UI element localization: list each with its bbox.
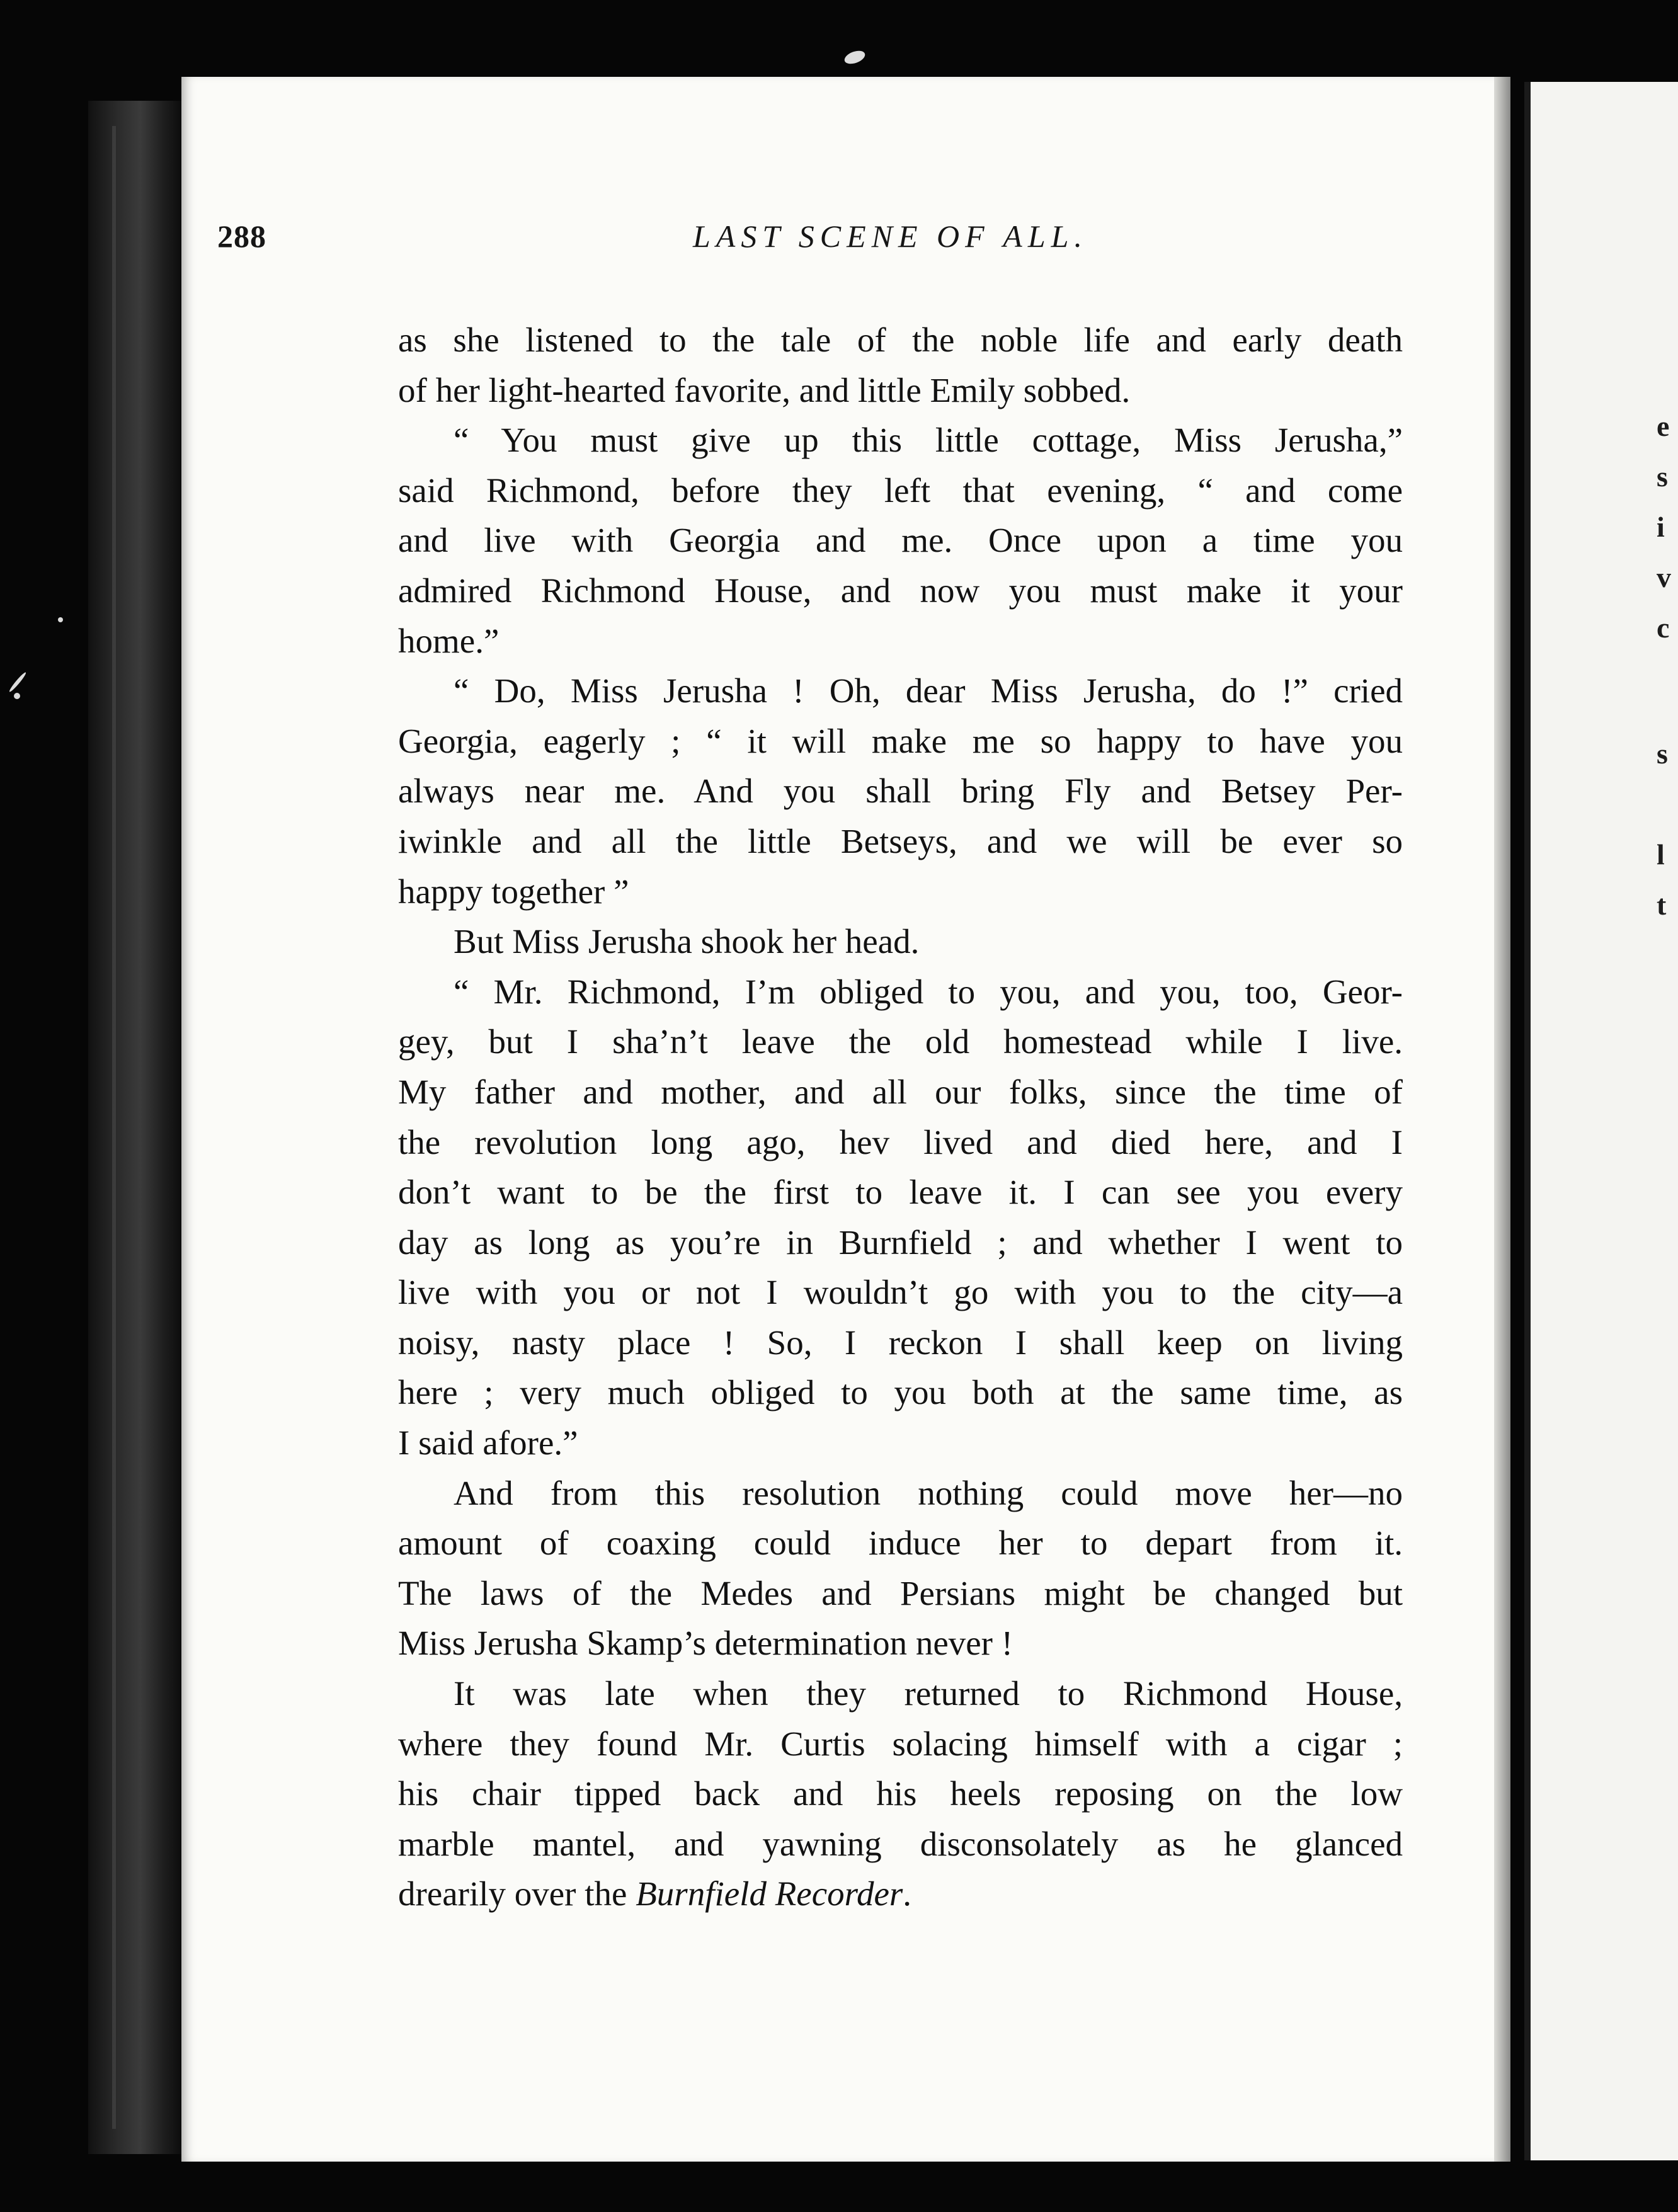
facing-page-fragment: e xyxy=(1657,410,1670,442)
text-line: “ Do, Miss Jerusha ! Oh, dear Miss Jerusha, do !” cried xyxy=(454,671,1403,710)
page-number: 288 xyxy=(217,219,266,254)
facing-page-fragment: t xyxy=(1657,889,1667,921)
text-line: of her light-hearted favorite, and little Emily sobbed. xyxy=(398,370,1131,409)
text-line: It was late when they returned to Richmond House, xyxy=(454,1674,1403,1713)
text-line: “ You must give up this little cottage, Miss Jerusha,” xyxy=(454,421,1403,460)
running-title: LAST SCENE OF ALL. xyxy=(693,219,1088,254)
body-text xyxy=(398,315,1403,1919)
facing-page-fragment: i xyxy=(1657,511,1665,543)
text-line: The laws of the Medes and Persians might be changed but xyxy=(398,1573,1403,1612)
book-binding-edge xyxy=(88,101,183,2154)
text-line: Miss Jerusha Skamp’s determination never ! xyxy=(398,1624,1013,1663)
text-line: And from this resolution nothing could move her—no xyxy=(454,1473,1403,1512)
newspaper-title: Burnfield Recorder xyxy=(636,1874,903,1913)
text-line: the revolution long ago, hev lived and died here, and I xyxy=(398,1122,1403,1161)
text-line: Georgia, eagerly ; “ it will make me so happy to have you xyxy=(398,721,1403,760)
facing-page-fragment: l xyxy=(1657,838,1665,870)
text-line: and live with Georgia and me. Once upon a time you xyxy=(398,521,1403,560)
text-line: don’t want to be the first to leave it. I can see you every xyxy=(398,1173,1403,1212)
text-line: his chair tipped back and his heels reposing on the low xyxy=(398,1774,1403,1813)
text-line: marble mantel, and yawning disconsolately as he glanced xyxy=(398,1824,1403,1863)
text-line: gey, but I sha’n’t leave the old homestead while I live. xyxy=(398,1022,1403,1061)
facing-page-fragment: v xyxy=(1657,561,1671,593)
text-line: day as long as you’re in Burnfield ; and whether I went to xyxy=(398,1223,1403,1262)
facing-page-fragment: s xyxy=(1657,738,1668,770)
text-line: amount of coaxing could induce her to depart from it. xyxy=(398,1524,1403,1563)
page-header xyxy=(0,218,1678,262)
text-line: noisy, nasty place ! So, I reckon I shall keep on living xyxy=(398,1323,1403,1362)
text-line: “ Mr. Richmond, I’m obliged to you, and you, too, Geor- xyxy=(454,972,1403,1011)
text-line: where they found Mr. Curtis solacing himself with a cigar ; xyxy=(398,1724,1403,1763)
text-line: as she listened to the tale of the noble life and early death xyxy=(398,321,1403,359)
text-line: always near me. And you shall bring Fly and Betsey Per- xyxy=(398,772,1403,811)
dust-speck xyxy=(14,693,20,699)
dust-speck xyxy=(8,671,27,693)
final-line-suffix: . xyxy=(903,1874,912,1913)
text-line: said Richmond, before they left that evening, “ and come xyxy=(398,470,1403,510)
text-line: My father and mother, and all our folks, since the time of xyxy=(398,1072,1403,1111)
text-line: I said afore.” xyxy=(398,1423,578,1462)
text-line: iwinkle and all the little Betseys, and we will be ever so xyxy=(398,821,1403,860)
text-line: here ; very much obliged to you both at the same time, as xyxy=(398,1373,1403,1412)
text-line: admired Richmond House, and now you must make it your xyxy=(398,571,1403,610)
text-line-final xyxy=(398,1869,1403,1919)
page-gutter xyxy=(1494,77,1510,2162)
text-line: live with you or not I wouldn’t go with you to the city—a xyxy=(398,1273,1403,1312)
dust-speck xyxy=(843,48,867,67)
text-line: home.” xyxy=(398,621,499,660)
facing-page-edge xyxy=(1524,82,1678,2160)
text-line: But Miss Jerusha shook her head. xyxy=(454,922,920,961)
text-line: happy together ” xyxy=(398,872,629,911)
facing-page-fragment: s xyxy=(1657,460,1668,493)
final-line-prefix: drearily over the xyxy=(398,1874,636,1913)
dust-speck xyxy=(58,617,63,622)
facing-page-fragment: c xyxy=(1657,612,1670,644)
